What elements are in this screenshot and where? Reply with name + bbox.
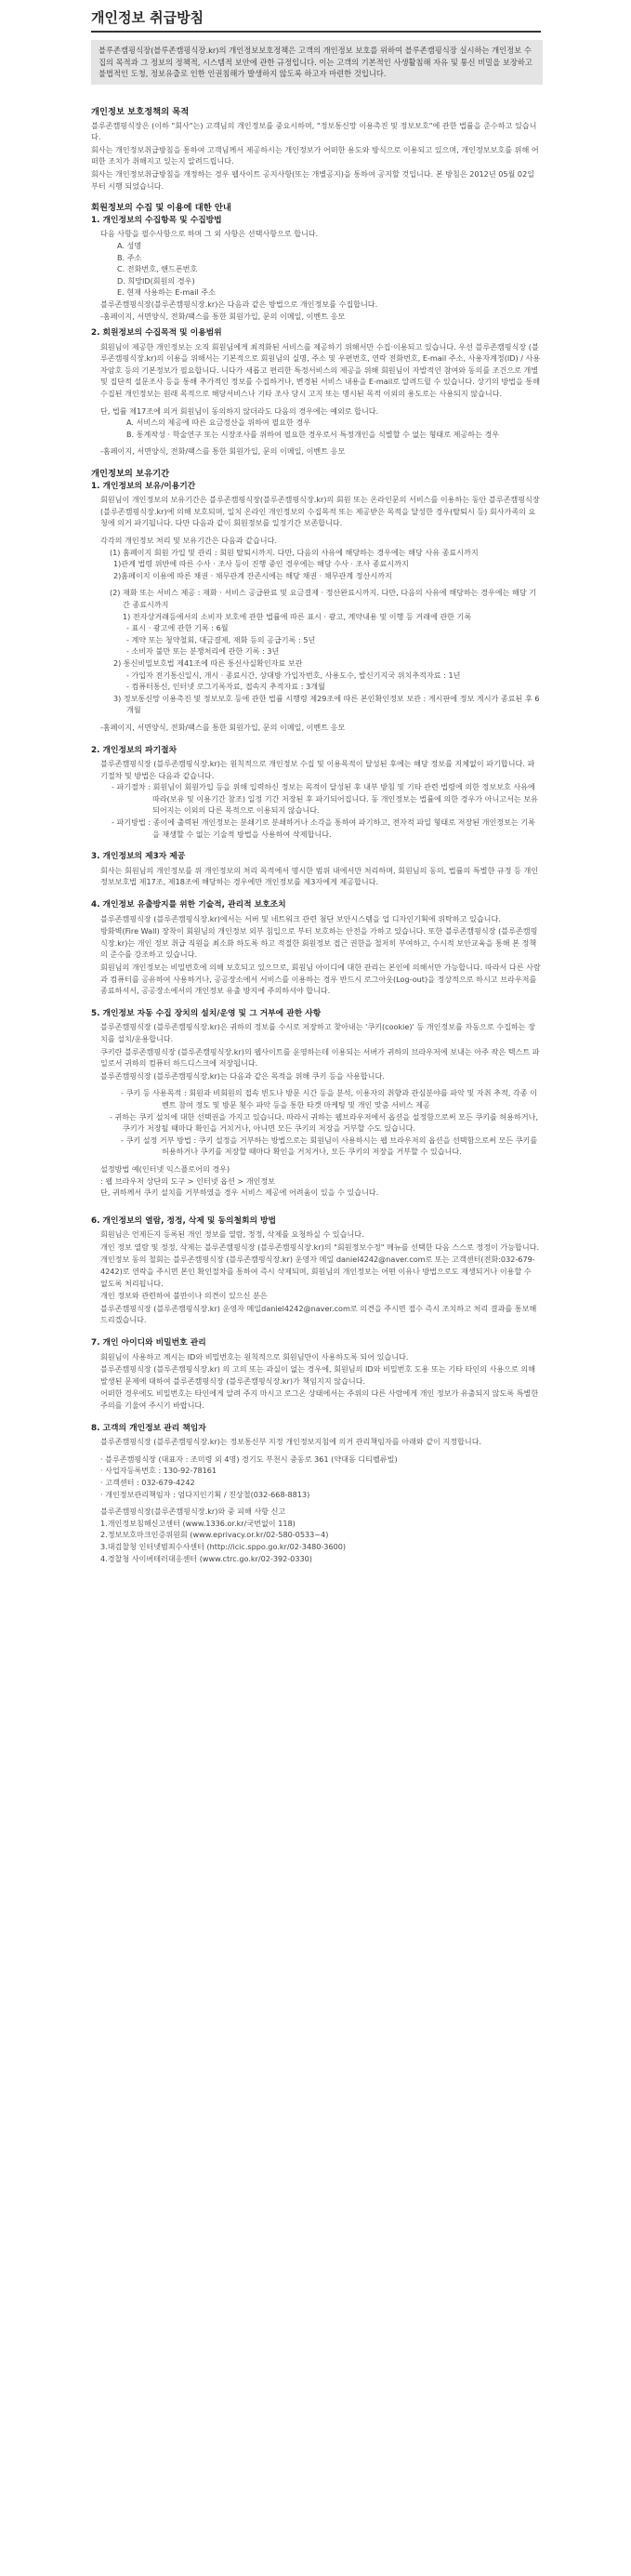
destruction-items bbox=[91, 781, 541, 840]
cookie-paragraph-2: 쿠키란 블루존캠핑식장 (블루존캠핑식장.kr)의 웹사이트를 운영하는데 이용되는 서버가 귀하의 브라우저에 보내는 아주 작은 텍스트 파일로서 귀하의 컴퓨터 하드디스크에 저장됩니다. bbox=[100, 1046, 540, 1069]
collection-heading-1: 1. 개인정보의 수집항목 및 수집방법 bbox=[91, 215, 222, 225]
spacer bbox=[91, 458, 541, 469]
spacer bbox=[91, 840, 541, 851]
manager-items bbox=[91, 1454, 541, 1500]
purpose-scope-paragraph: 회원님이 제공한 개인정보는 오직 회원님에게 최적화된 서비스를 제공하기 위해서만 수집·이용되고 있습니다. 우선 블루존캠핑식장 (블루존캠핑식장.kr)의 이용을 위해서는 기본적으로 회원님의 실명, 주소 및 우편번호, 연락 전화번호, E-mail 주소, 사용자계정(ID) / 사용자암호 등의 기본정보가 필요합니다. 니다가 새롭고 편리한 특정서비스의 제공을 위해 회원님이 자발적인 참여와 동의를 조건으로 개별 및 집단적 설문조사 등을 통해 추가적인 정보를 수집하거나, 변경된 서비스 내용을 E-mail로 알려드릴 수 있습니다. 상기의 방법을 통해 수집된 개인정보는 원래 목적으로 해당서비스나 기타 조사 당시 고지 또는 명시된 목적 이외의 용도로는 사용되지 않습니다. bbox=[100, 341, 541, 399]
list-item: A. 서비스의 제공에 따른 요금정산을 위하여 필요한 경우 bbox=[126, 418, 310, 428]
list-item: A. 성명 bbox=[117, 240, 142, 250]
list-item: - 가입자 전기통신일시, 개시 · 종료시간, 상대방 가입자번호, 사용도수, 발신기지국 위치추적자료 : 1년 bbox=[126, 670, 461, 680]
list-item: - 쿠키 등 사용목적 : 회원과 비회원의 접속 빈도나 방문 시간 등을 분석, 이용자의 취향과 관심분야를 파악 및 자취 추적, 각종 이벤트 참여 정도 및 방문 횟수 파악 등을 통한 타겟 마케팅 및 개인 맞춤 서비스 제공 bbox=[121, 1088, 537, 1109]
spacer bbox=[91, 1412, 541, 1423]
list-item: · 개인정보관리책임자 : 엄다지인기획 / 진상철(032-668-8813) bbox=[100, 1489, 310, 1499]
exception-paragraph: 단, 법률 제17조에 의거 회원님이 동의하지 않더라도 다음의 경우에는 예외로 합니다. bbox=[100, 405, 379, 416]
section-collection-title: 회원정보의 수집 및 이용에 대한 안내 bbox=[91, 203, 231, 214]
spacer bbox=[91, 997, 541, 1008]
collection-items bbox=[91, 240, 541, 299]
spacer bbox=[91, 192, 541, 203]
retention-list-1 bbox=[91, 547, 541, 582]
report-link[interactable]: 3.대검찰청 인터넷범죄수사센터 (http://icic.sppo.go.kr/02-3480-3600) bbox=[100, 1541, 347, 1551]
third-party-paragraph: 회사는 회원님의 개인정보를 위 개인정보의 처리 목적에서 명시한 범위 내에서만 처리하며, 회원님의 동의, 법률의 특별한 규정 등 개인정보보호법 제17조, 제18조에 해당하는 경우에만 개인정보를 제3자에게 제공합니다. bbox=[100, 865, 539, 887]
manager-heading: 8. 고객의 개인정보 관리 책임자 bbox=[91, 1423, 206, 1433]
list-item: 3) 정보통신망 이용촉진 및 정보보호 등에 관한 법률 시행령 제29조에 따른 본인확인정보 보관 : 게시판에 정보 게시가 종료된 후 6개월 bbox=[113, 693, 540, 715]
access-paragraph-2: 개인 정보 열람 및 정정, 삭제는 블루존캠핑식장 (블루존캠핑식장.kr)의 "회원정보수정" 메뉴를 선택한 다음 스스로 정정이 가능합니다. bbox=[100, 1242, 540, 1252]
list-item: C. 전화번호, 핸드폰번호 bbox=[117, 264, 198, 274]
purpose-paragraph-1: 블루존캠핑식장은 (이하 "회사"는) 고객님의 개인정보를 중요시하며, "정보통신망 이용촉진 및 정보보호"에 관한 법률을 준수하고 있습니다. bbox=[91, 120, 537, 142]
security-paragraph-3: 회원님의 개인정보는 비밀번호에 의해 보호되고 있으므로, 회원님 아이디에 대한 관리는 본인에 의해서만 가능합니다. 따라서 다른 사람과 컴퓨터를 공유하여 사용하거나, 공공장소에서 서비스를 이용하는 경우 반드시 로그아웃(Log-out)을 정상적으로 하시고 브라우저를 종료하셔서, 공공장소에서의 개인정보 유출 방지에 주의하셔야 합니다. bbox=[100, 963, 541, 996]
password-heading: 7. 개인 아이디와 비밀번호 관리 bbox=[91, 1338, 206, 1348]
report-link[interactable]: 1.개인정보침해신고센터 (www.1336.or.kr/국번없이 118) bbox=[100, 1518, 296, 1528]
access-paragraph-1: 회원님은 언제든지 등록된 개인 정보를 열람, 정정, 삭제를 요청하실 수 있습니다. bbox=[100, 1229, 364, 1240]
report-link[interactable]: 4.경찰청 사이버테러대응센터 (www.ctrc.go.kr/02-392-0330) bbox=[100, 1553, 312, 1563]
destruction-heading: 2. 개인정보의 파기절차 bbox=[91, 745, 177, 755]
retention-paragraph-2: 각각의 개인정보 처리 및 보유기간은 다음과 같습니다. bbox=[100, 536, 278, 545]
security-paragraph-1: 블루존캠핑식장 (블루존캠핑식장.kr)에서는 서버 및 네트워크 관련 첨단 보안시스템을 업 디자인기획에 위탁하고 있습니다. bbox=[100, 913, 501, 923]
security-paragraph-2: 방화벽(Fire Wall) 장착이 회원님의 개인정보 외부 침입으로 부터 보호하는 안전을 가하고 있습니다. 또한 블루존캠핑식장 (블루존캠핑식장.kr)는 개인 정보 취급 직원을 최소화 하도록 하고 적절한 회원정보 접근 권한을 철저히 부여하고, 수시적 보안교육을 통해 본 정책의 준수를 강조하고 있습니다. bbox=[100, 926, 538, 960]
list-item: - 표시 · 광고에 관한 기록 : 6월 bbox=[126, 623, 229, 633]
list-item: (1) 홈페이지 회원 가입 및 관리 : 회원 탈퇴시까지. 다만, 다음의 사유에 해당하는 경우에는 해당 사유 종료시까지 bbox=[110, 547, 479, 557]
list-item: 1)관계 법령 위반에 따른 수사 · 조사 등이 진행 중인 경우에는 해당 수사 · 조사 종료시까지 bbox=[113, 559, 409, 569]
third-party-heading: 3. 개인정보의 제3자 제공 bbox=[91, 852, 186, 862]
list-item: - 쿠키 설정 거부 방법 : 쿠키 설정을 거부하는 방법으로는 회원님이 사용하시는 웹 브라우저의 옵션을 선택함으로써 모든 쿠키를 허용하거나 쿠키를 저장할 때마다 확인을 거치거나, 모든 쿠키의 저장을 거부할 수 있습니다. bbox=[121, 1135, 538, 1157]
cookie-items bbox=[91, 1087, 541, 1158]
access-paragraph-3: 개인정보 동의 철회는 블루존캠핑식장 (블루존캠핑식장.kr) 운영자 메일 daniel4242@naver.com로 또는 고객센터(전화:032-679-4242)로 연락을 주시면 본인 확인절차를 통하여 즉시 삭제되며, 회원님의 개인정보는 어떤 이유나 방법으로도 재생되거나 이용할 수 없도록 처리됩니다. bbox=[100, 1255, 535, 1288]
destruction-paragraph: 블루존캠핑식장 (블루존캠핑식장.kr)는 원칙적으로 개인정보 수집 및 이용목적이 달성된 후에는 해당 정보를 지체없이 파기합니다. 파기절차 및 방법은 다음과 같습니다. bbox=[100, 759, 535, 780]
list-item: - 파기방법 : 종이에 출력된 개인정보는 분쇄기로 분쇄하거나 소각을 통하여 파기하고, 전자적 파일 형태로 저장된 개인정보는 기록을 재생할 수 없는 기술적 방법을 사용하여 삭제합니다. bbox=[112, 817, 535, 839]
list-item: - 소비자 불만 또는 분쟁처리에 관한 기록 : 3년 bbox=[126, 646, 280, 657]
list-item: · 블루존캠핑식장 (대표자 : 조미령 외 4명) 경기도 부천시 중동로 361 (약대동 디티벨류빌) bbox=[100, 1454, 398, 1464]
retention-paragraph-1: 회원님이 개인정보의 보유기간은 블루존캠핑식장(블루존캠핑식장.kr)의 회원 또는 온라인문의 서비스를 이용하는 동안 블루존캠핑식장 (블루존캠핑식장.kr)에 의해 보호되며, 일치 온라인 개인정보의 수집목적 또는 제공받은 목적을 달성한 경우(탈퇴시 등) 회사가족의 요청에 의거 파기됩니다. 다만 다음과 같이 회원정보를 일정기간 보존합니다. bbox=[100, 495, 540, 528]
cookie-example-heading: 설정방법 예(인터넷 익스플로어의 경우) bbox=[100, 1163, 230, 1174]
manager-paragraph: 블루존캠핑식장 (블루존캠핑식장.kr)는 정보통신부 지정 개인정보지침에 의거 관리책임자를 아래와 같이 지정합니다. bbox=[100, 1437, 482, 1447]
spacer bbox=[91, 1326, 541, 1337]
collection-heading-2: 2. 회원정보의 수집목적 및 이용범위 bbox=[91, 328, 222, 339]
list-item: - 컴퓨터통신, 인터넷 로그기록자료, 접속지 추적자료 : 3개월 bbox=[126, 682, 325, 692]
list-item: - 계약 또는 청약철회, 대금결제, 재화 등의 공급기록 : 5년 bbox=[126, 634, 316, 644]
purpose-paragraph-2: 회사는 개인정보취급방침을 통하여 고객님께서 제공하시는 개인정보가 어떠한 용도와 방식으로 이용되고 있으며, 개인정보보호를 위해 어떠한 조치가 취해지고 있는지 알려드립니다. bbox=[91, 144, 539, 166]
purpose-paragraph-3: 회사는 개인정보취급방침을 개정하는 경우 웹사이트 공지사항(또는 개별공지)을 통하여 공지할 것입니다. 본 방침은 2012년 05월 02일 부터 시행 되었습니다. bbox=[91, 168, 535, 191]
list-item: 2) 통신비밀보호법 제41조에 따른 통신사실확인자료 보관 bbox=[113, 657, 303, 668]
exception-items bbox=[91, 417, 541, 440]
page-title: 개인정보 취급방침 bbox=[91, 9, 204, 26]
cookie-heading: 5. 개인정보 자동 수집 장치의 설치/운영 및 그 거부에 관한 사항 bbox=[91, 1008, 322, 1018]
list-item: (2) 재화 또는 서비스 제공 : 재화 · 서비스 공급완료 및 요금결제 · 정산완료시까지. 다만, 다음의 사유에 해당하는 경우에는 해당 기간 종료시까지 bbox=[110, 588, 537, 609]
collection-method: 블루존캠핑식장(블루존캠핑식장.kr)은 다음과 같은 방법으로 개인정보를 수집합니다. bbox=[100, 299, 378, 309]
access-heading: 6. 개인정보의 열람, 정정, 삭제 및 동의철회의 방법 bbox=[91, 1215, 277, 1226]
spacer bbox=[91, 888, 541, 899]
list-item: B. 통계작성 · 학술연구 또는 시장조사를 위하여 필요한 경우로서 특정개인을 식별할 수 없는 형태로 제공하는 경우 bbox=[126, 429, 500, 439]
retention-heading-1: 1. 개인정보의 보유/이용기간 bbox=[91, 481, 196, 491]
policy-body bbox=[91, 107, 541, 1564]
spacer bbox=[91, 1199, 541, 1210]
intro-text: 블루존캠핑식장(블루존캠핑식장.kr)의 개인정보보호정책은 고객의 개인정보 보호를 위하여 블루존캠핑식장 실시하는 개인정보 수집의 목적과 그 정보의 정책적, 시스템적 보안에 관한 규정입니다. 이는 고객의 기본적인 사생활침해 자유 및 통신 비밀을 보장하고 불법적인 도청, 정보유출로 인한 인권침해가 발생하지 않도록 하고자 마련한 것입니다. bbox=[99, 46, 532, 79]
scope-note: -홈페이지, 서면양식, 전화/팩스를 통한 회원가입, 문의 이메일, 이벤트 응모 bbox=[100, 446, 346, 457]
list-item: - 귀하는 쿠키 설치에 대한 선택권을 가지고 있습니다. 따라서 귀하는 웹브라우저에서 옵션을 설정함으로써 모든 쿠키를 허용하거나, 쿠키가 저장될 때마다 확인을 거치거나, 아니면 모든 쿠키의 저장을 거부할 수도 있습니다. bbox=[110, 1111, 539, 1134]
cookie-example-path: : 웹 브라우저 상단의 도구 > 인터넷 옵션 > 개인정보 bbox=[100, 1175, 275, 1186]
list-item: B. 주소 bbox=[117, 252, 142, 262]
report-link[interactable]: 2.정보보호마크인증위원회 (www.eprivacy.or.kr/02-580-0533~4) bbox=[100, 1530, 329, 1540]
intro-box bbox=[91, 40, 543, 85]
list-item: - 파기절차 : 회원님이 회원가입 등을 위해 입력하신 정보는 목적이 달성된 후 내부 방침 및 기타 관련 법령에 의한 정보보호 사유에 따라(보유 및 이용기간 참조) 일정 기간 저장된 후 파기되어집니다. 동 개인정보는 법률에 의한 경우가 아니고서는 보유되어지는 이외의 다른 목적으로 이용되지 않습니다. bbox=[112, 782, 538, 816]
title-divider bbox=[91, 31, 541, 33]
list-item: D. 희망ID(회원의 경우) bbox=[117, 275, 195, 285]
access-paragraph-4: 개인 정보와 관련하여 불만이나 의견이 있으신 분은 bbox=[100, 1291, 268, 1301]
list-item: · 사업자등록번호 : 130-92-78161 bbox=[100, 1466, 217, 1476]
cookie-paragraph-3: 블루존캠핑식장 (블루존캠핑식장.kr)는 다음과 같은 목적을 위해 쿠키 등을 사용합니다. bbox=[100, 1070, 385, 1081]
access-paragraph-5: 블루존캠핑식장 (블루존캠핑식장.kr) 운영자 메일daniel4242@naver.com로 의견을 주시면 접수 즉시 조치하고 처리 결과를 통보해 드리겠습니다. bbox=[100, 1303, 537, 1325]
section-purpose-title: 개인정보 보호정책의 목적 bbox=[91, 107, 190, 117]
list-item: · 고객센터 : 032-679-4242 bbox=[100, 1477, 195, 1487]
report-heading: 블루존캠핑식장(블루존캠핑식장.kr)와 중 피해 사항 신고 bbox=[100, 1507, 286, 1517]
security-heading: 4. 개인정보 유출방지를 위한 기술적, 관리적 보호조치 bbox=[91, 900, 286, 910]
retention-note: -홈페이지, 서면양식, 전화/팩스를 통한 회원가입, 문의 이메일, 이벤트 응모 bbox=[100, 722, 346, 732]
list-item: E. 현재 사용하는 E-mail 주소 bbox=[117, 287, 216, 298]
retention-list-2 bbox=[91, 587, 541, 716]
spacer bbox=[91, 734, 541, 745]
list-item: 1) 전자상거래등에서의 소비자 보호에 관한 법률에 따른 표시 · 광고, 계약내용 및 이행 등 거래에 관한 기록 bbox=[123, 611, 472, 621]
collection-intro: 다음 사항을 필수사항으로 하며 그 외 사항은 선택사항으로 합니다. bbox=[100, 229, 319, 239]
list-item: 2)홈페이지 이용에 따른 채권 · 채무관계 잔존시에는 해당 채권 · 채무관계 정산시까지 bbox=[113, 570, 392, 580]
cookie-example-note: 단, 귀하께서 쿠키 설치를 거부하였을 경우 서비스 제공에 어려움이 있을 수 있습니다. bbox=[100, 1188, 379, 1198]
password-paragraph-2: 블루존캠핑식장 (블루존캠핑식장.kr) 의 고의 또는 과실이 없는 경우에, 회원님의 ID와 비밀번호 도용 또는 기타 타인의 사용으로 의해 발생된 문제에 대하여 블루존캠핑식장 (블루존캠핑식장.kr)가 책임지지 않습니다. bbox=[100, 1364, 536, 1386]
password-paragraph-3: 어떠한 경우에도 비밀번호는 타인에게 알려 주지 마시고 로그온 상태에서는 주위의 다른 사람에게 개인 정보가 유출되지 않도록 특별한 주의를 기울여 주시기 바랍니다. bbox=[100, 1388, 539, 1410]
report-links bbox=[91, 1518, 541, 1564]
collection-note: -홈페이지, 서면양식, 전화/팩스를 통한 회원가입, 문의 이메일, 이벤트 응모 bbox=[100, 311, 346, 321]
section-retention-title: 개인정보의 보유기간 bbox=[91, 469, 170, 480]
password-paragraph-1: 회원님이 사용하고 계시는 ID와 비밀번호는 원칙적으로 회원님만이 사용하도록 되어 있습니다. bbox=[100, 1351, 409, 1361]
cookie-paragraph-1: 블루존캠핑식장 (블루존캠핑식장.kr)은 귀하의 정보를 수시로 저장하고 찾아내는 '쿠키(cookie)' 등 개인정보를 자동으로 수집하는 장치를 설치/운용합니다. bbox=[100, 1022, 535, 1043]
